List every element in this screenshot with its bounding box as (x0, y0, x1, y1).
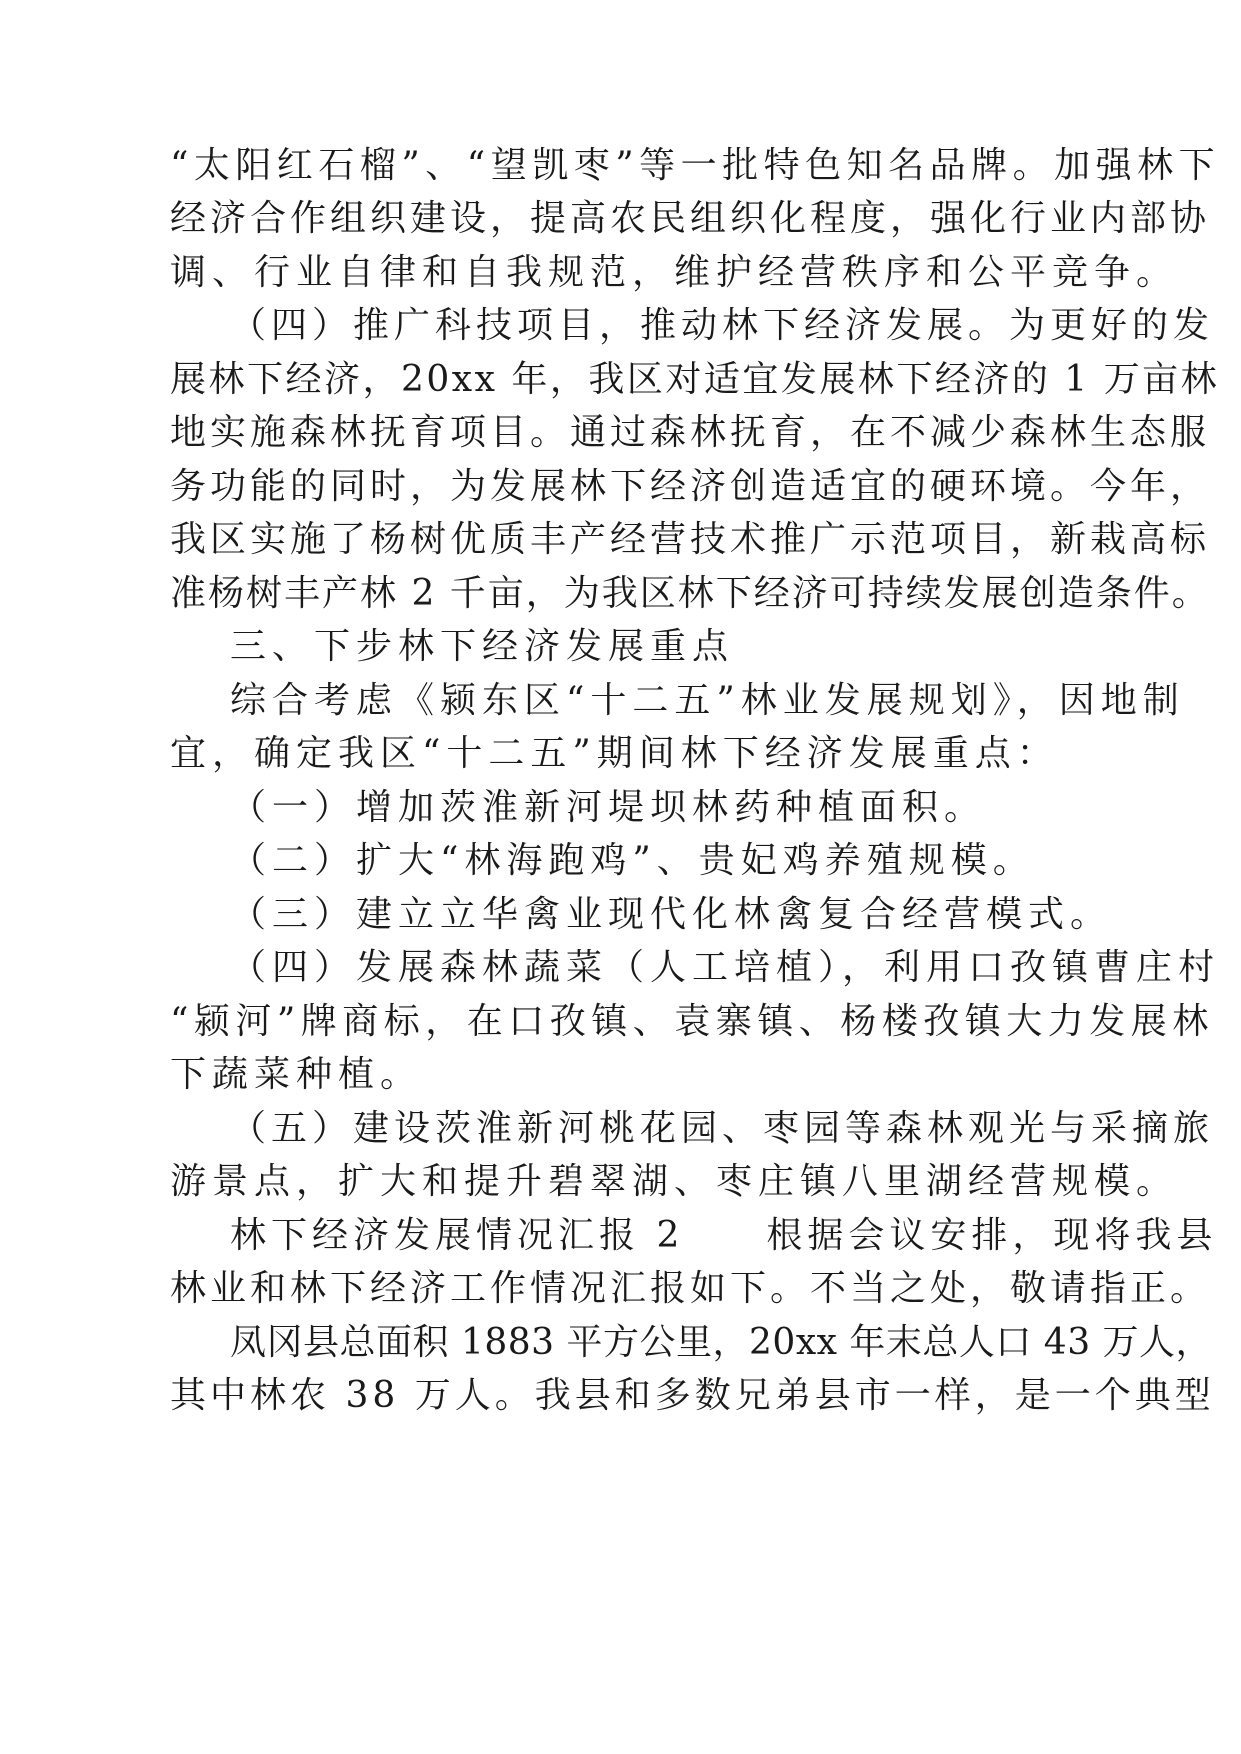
text-line: “颍河”牌商标，在口孜镇、袁寨镇、杨楼孜镇大力发展林 (170, 1001, 1214, 1042)
text-line: 调、行业自律和自我规范，维护经营秩序和公平竞争。 (170, 252, 1179, 293)
text-line: 准杨树丰产林 2 千亩，为我区林下经济可持续发展创造条件。 (170, 573, 1210, 614)
text-line: 综合考虑《颍东区“十二五”林业发展规划》，因地制 (230, 680, 1185, 721)
report-title-line: 林下经济发展情况汇报 2 根据会议安排，现将我县 (230, 1215, 1218, 1256)
text-line: “太阳红石榴”、“望凯枣”等一批特色知名品牌。加强林下 (170, 145, 1221, 186)
text-line: 游景点，扩大和提升碧翠湖、枣庄镇八里湖经营规模。 (170, 1161, 1179, 1202)
text-line: 下蔬菜种植。 (170, 1054, 423, 1095)
text-line: 宜，确定我区“十二五”期间林下经济发展重点： (170, 733, 1059, 774)
list-item: （三）建立立华禽业现代化林禽复合经营模式。 (230, 894, 1113, 935)
list-item: （五）建设茨淮新河桃花园、枣园等森林观光与采摘旅 (230, 1108, 1215, 1149)
list-item: （二）扩大“林海跑鸡”、贵妃鸡养殖规模。 (230, 840, 1035, 881)
text-line: 经济合作组织建设，提高农民组织化程度，强化行业内部协 (170, 198, 1211, 239)
text-line: 地实施森林抚育项目。通过森林抚育，在不减少森林生态服 (170, 412, 1211, 453)
text-line: 我区实施了杨树优质丰产经营技术推广示范项目，新栽高标 (170, 519, 1211, 560)
list-item: （一）增加茨淮新河堤坝林药种植面积。 (230, 787, 987, 828)
text-line: 凤冈县总面积 1883 平方公里，20xx 年末总人口 43 万人， (230, 1322, 1213, 1363)
text-line: 其中林农 38 万人。我县和多数兄弟县市一样，是一个典型 (170, 1375, 1215, 1416)
text-line: 林业和林下经济工作情况汇报如下。不当之处，敬请指正。 (170, 1268, 1211, 1309)
text-line: （四）推广科技项目，推动林下经济发展。为更好的发 (230, 305, 1215, 346)
text-line: 务功能的同时，为发展林下经济创造适宜的硬环境。今年， (170, 466, 1211, 507)
section-heading: 三、下步林下经济发展重点 (230, 626, 735, 667)
text-line: 展林下经济，20xx 年，我区对适宜发展林下经济的 1 万亩林 (170, 359, 1220, 400)
list-item: （四）发展森林蔬菜（人工培植），利用口孜镇曹庄村 (230, 947, 1221, 988)
